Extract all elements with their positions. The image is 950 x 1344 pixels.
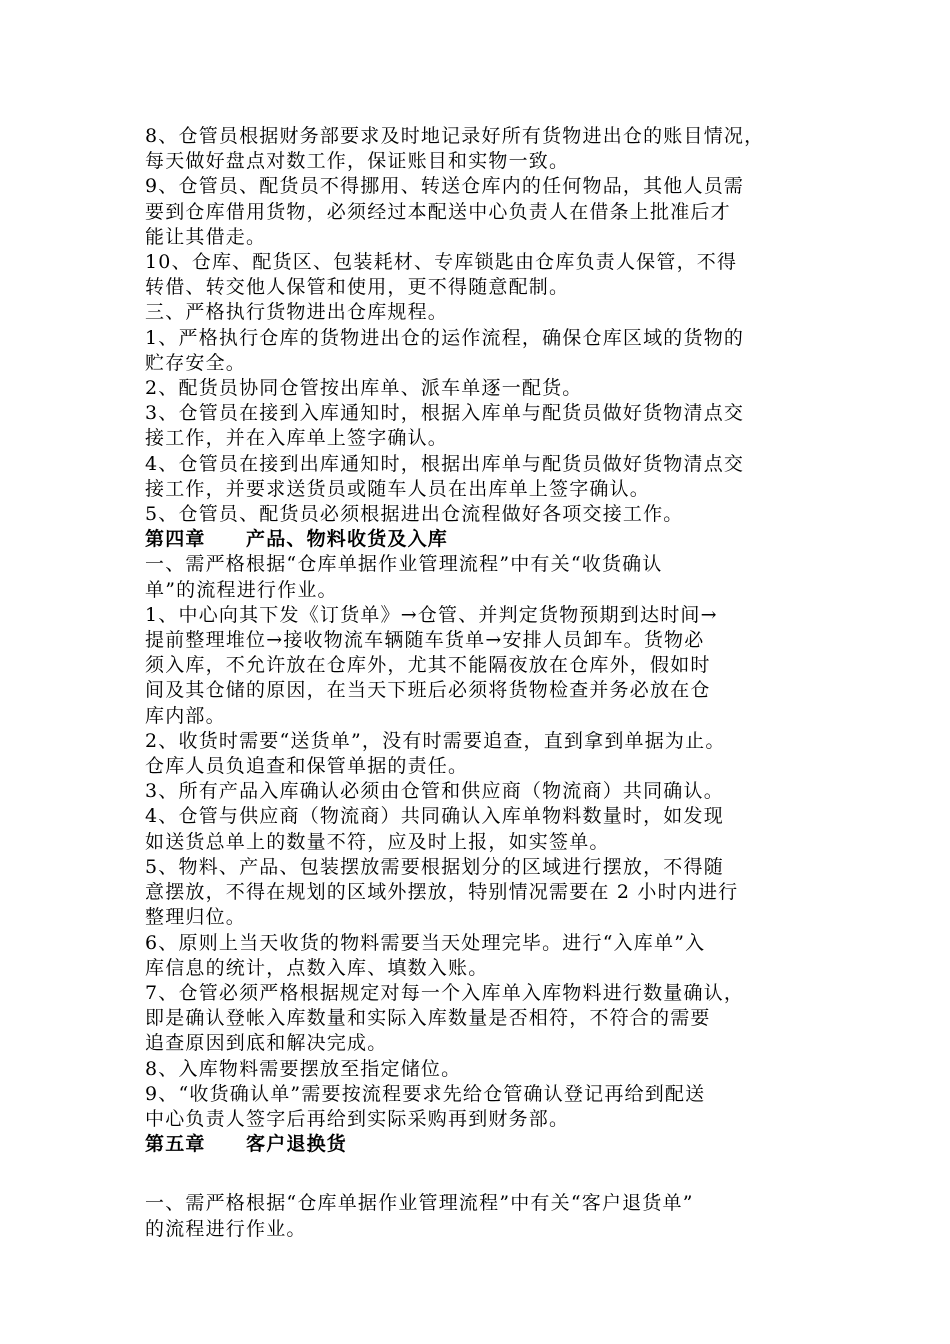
text-line: 单”的流程进行作业。 (145, 578, 338, 601)
text-line: 提前整理堆位→接收物流车辆随车货单→安排人员卸车。货物必 (145, 629, 705, 652)
paragraph (145, 376, 810, 401)
text-line: 库内部。 (145, 704, 226, 727)
text-line: 接工作，并要求送货员或随车人员在出库单上签字确认。 (145, 477, 651, 500)
text-line: 中心负责人签字后再给到实际采购再到财务部。 (145, 1107, 570, 1130)
text-line: 2、配货员协同仓管按出库单、派车单逐一配货。 (145, 377, 583, 400)
text-line: 须入库，不允许放在仓库外，尤其不能隔夜放在仓库外，假如时 (145, 654, 711, 677)
text-line: 5、物料、产品、包装摆放需要根据划分的区域进行摆放，不得随 (145, 855, 724, 878)
paragraph (145, 124, 810, 174)
text-line: 要到仓库借用货物，必须经过本配送中心负责人在借条上批准后才 (145, 200, 731, 223)
chapter-heading (145, 1132, 810, 1157)
text-line: 即是确认登帐入库数量和实际入库数量是否相符，不符合的需要 (145, 1007, 711, 1030)
paragraph (145, 1191, 810, 1241)
text-line: 第四章 产品、物料收货及入库 (145, 528, 449, 551)
text-line: 2、收货时需要“送货单”，没有时需要追查，直到拿到单据为止。 (145, 729, 726, 752)
paragraph (145, 729, 810, 779)
chapter-heading (145, 527, 810, 552)
text-line: 9、仓管员、配货员不得挪用、转送仓库内的任何物品，其他人员需 (145, 175, 745, 198)
paragraph (145, 779, 810, 804)
paragraph (145, 300, 810, 325)
text-line: 意摆放，不得在规划的区域外摆放，特别情况需要在 2 小时内进行 (145, 881, 739, 904)
text-line: 5、仓管员、配货员必须根据进出仓流程做好各项交接工作。 (145, 503, 684, 526)
paragraph (145, 603, 810, 729)
text-line: 一、需严格根据“仓库单据作业管理流程”中有关“收货确认 (145, 553, 663, 576)
text-line: 1、中心向其下发《订货单》→仓管、并判定货物预期到达时间→ (145, 603, 718, 626)
paragraph (145, 855, 810, 931)
text-line: 能让其借走。 (145, 225, 267, 248)
text-line: 每天做好盘点对数工作，保证账目和实物一致。 (145, 150, 570, 173)
text-line: 4、仓管员在接到出库通知时，根据出库单与配货员做好货物清点交 (145, 452, 745, 475)
text-line: 转借、转交他人保管和使用，更不得随意配制。 (145, 276, 570, 299)
text-line: 贮存安全。 (145, 351, 247, 374)
text-line: 第五章 客户退换货 (145, 1133, 348, 1156)
text-line: 4、仓管与供应商（物流商）共同确认入库单物料数量时，如发现 (145, 805, 724, 828)
document-page (145, 124, 810, 1242)
text-line: 追查原因到底和解决完成。 (145, 1032, 388, 1055)
paragraph (145, 326, 810, 376)
text-line: 接工作，并在入库单上签字确认。 (145, 427, 449, 450)
paragraph (145, 401, 810, 451)
paragraph (145, 452, 810, 502)
text-line: 一、需严格根据“仓库单据作业管理流程”中有关“客户退货单” (145, 1192, 694, 1215)
paragraph (145, 804, 810, 854)
paragraph (145, 981, 810, 1057)
text-line: 间及其仓储的原因，在当天下班后必须将货物检查并务必放在仓 (145, 679, 711, 702)
text-line: 整理归位。 (145, 906, 247, 929)
text-line: 仓库人员负追查和保管单据的责任。 (145, 755, 469, 778)
text-line: 3、仓管员在接到入库通知时，根据入库单与配货员做好货物清点交 (145, 402, 745, 425)
paragraph (145, 502, 810, 527)
text-line: 6、原则上当天收货的物料需要当天处理完毕。进行“入库单”入 (145, 931, 706, 954)
paragraph (145, 1057, 810, 1082)
text-line: 9、“收货确认单”需要按流程要求先给仓管确认登记再给到配送 (145, 1082, 706, 1105)
paragraph (145, 931, 810, 981)
text-line: 8、仓管员根据财务部要求及时地记录好所有货物进出仓的账目情况， (145, 125, 765, 147)
paragraph (145, 250, 810, 300)
text-line: 10、仓库、配货区、包装耗材、专库锁匙由仓库负责人保管，不得 (145, 251, 738, 274)
paragraph-spacer (145, 1157, 810, 1191)
text-line: 3、所有产品入库确认必须由仓管和供应商（物流商）共同确认。 (145, 780, 724, 803)
text-line: 三、严格执行货物进出仓库规程。 (145, 301, 449, 324)
text-line: 的流程进行作业。 (145, 1217, 307, 1240)
text-line: 库信息的统计，点数入库、填数入账。 (145, 956, 489, 979)
text-line: 7、仓管必须严格根据规定对每一个入库单入库物料进行数量确认， (145, 981, 745, 1004)
paragraph (145, 174, 810, 250)
paragraph (145, 552, 810, 602)
text-line: 1、严格执行仓库的货物进出仓的运作流程，确保仓库区域的货物的 (145, 326, 745, 349)
text-line: 如送货总单上的数量不符，应及时上报，如实签单。 (145, 830, 610, 853)
paragraph (145, 1082, 810, 1132)
text-line: 8、入库物料需要摆放至指定储位。 (145, 1057, 462, 1080)
